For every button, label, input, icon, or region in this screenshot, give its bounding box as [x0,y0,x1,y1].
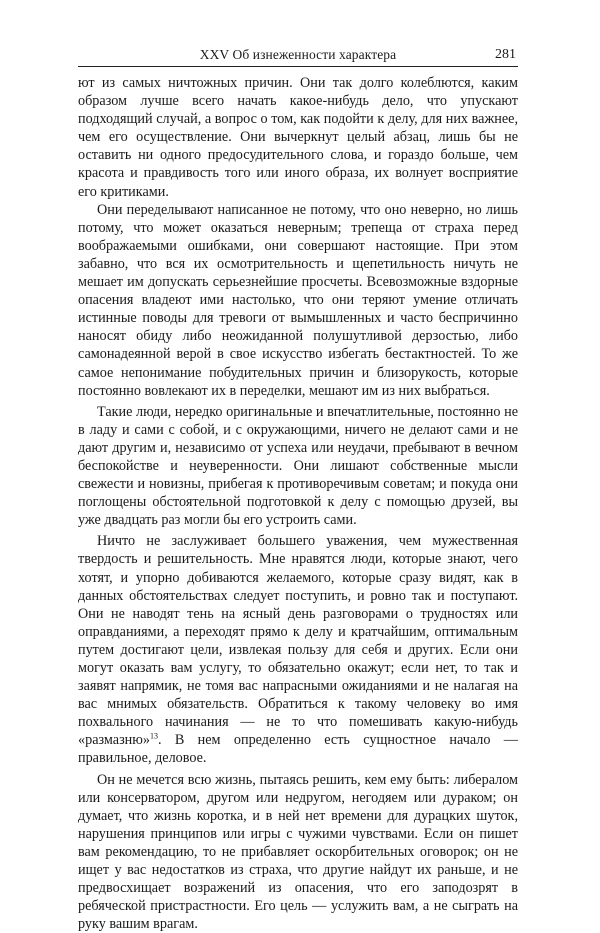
footnote-marker: 13 [149,731,158,741]
running-head [78,46,518,64]
paragraph-5: Он не мечется всю жизнь, пытаясь решить, кем ему быть: либералом или консерватором, другом или недругом, негодяем или дураком; он думает, что жизнь коротка, и в ней нет времени для дурацких шуток, нарушения принципов или игры с чужими чувствами. Если он пишет вам рекомендацию, то не прибавляет оскорбительных оговорок; он не ищет у вас недостатков из страха, что другие найдут их раньше, и не предвосхищает возражений из опасения, что его заподозрят в ребяческой пристрастности. Его цель — услужить вам, а не сыграть на руку вашим врагам. [78,771,518,933]
paragraph-4-text: Ничто не заслуживает большего уважения, чем мужественная твердость и решительность. Мне нравятся люди, которые знают, чего хотят, и упорно добиваются желаемого, которые сразу видят, как в данных обстоятельствах следует поступить, и ровно так и поступают. Они не наводят тень на ясный день разговорами о трудностях или оправданиями, а переходят прямо к делу и кратчайшим, оптимальным путем достигают цели, извлекая пользу для себя и других. Если они могут оказать вам услугу, то обязательно окажут; если нет, то так и заявят напрямик, не томя вас напрасными ожиданиями и не налагая на вас мнимых обязательств. Обратиться к такому человеку во имя похвального начинания — не то что помешивать какую-нибудь «размазню» [78,533,518,749]
body-text [78,74,518,933]
page-number: 281 [495,47,516,62]
paragraph-3: Такие люди, нередко оригинальные и впечатлительные, постоянно не в ладу и сами с собой, и с окружающими, ничего не делают сами и не дают другим и, независимо от успеха или неудачи, пребывают в вечном беспокойстве и неуверенности. Они лишают собственные мысли свежести и новизны, прибегая к противоречивым советам; и покуда они поглощены обстоятельной подготовкой к делу с помощью друзей, вы уже двадцать раз могли бы его устроить сами. [78,403,518,529]
paragraph-1: ют из самых ничтожных причин. Они так долго колеблются, каким образом лучше всего начать какое-нибудь дело, что упускают подходящий случай, а вопрос о том, как подойти к делу, для них важнее, чем его осуществление. Они вычеркнут целый абзац, лишь бы не оставить ни одного предосудительного слова, и гораздо больше, чем красота и правдивость того или иного образа, их волнует восприятие его критиками. [78,75,518,200]
paragraph-4-continuation: . В нем определенно есть сущностное начало — правильное, деловое. [78,732,518,767]
header-rule [78,66,518,67]
chapter-title: XXV Об изнеженности характера [199,47,397,62]
paragraph-2: Они переделывают написанное не потому, что оно неверно, но лишь потому, что может оказаться неверным; трепеща от страха перед воображаемыми ошибками, они совершают настоящие. При этом забавно, что вся их осмотрительность и щепетильность ничуть не мешает им допускать серьезнейшие просчеты. Всевозможные вздорные опасения владеют ими настолько, что они теряют умение отличать истинные поводы для тревоги от вымышленных и часто беспричинно наносят обиду либо неожиданной полушутливой дерзостью, либо самонадеянной верой в свое искусство избегать бестактностей. То же самое непонимание побудительных причин и близорукость, которые постоянно вовлекают их в переделки, мешают им из них выбраться. [78,201,518,399]
paragraph-4 [78,532,518,767]
